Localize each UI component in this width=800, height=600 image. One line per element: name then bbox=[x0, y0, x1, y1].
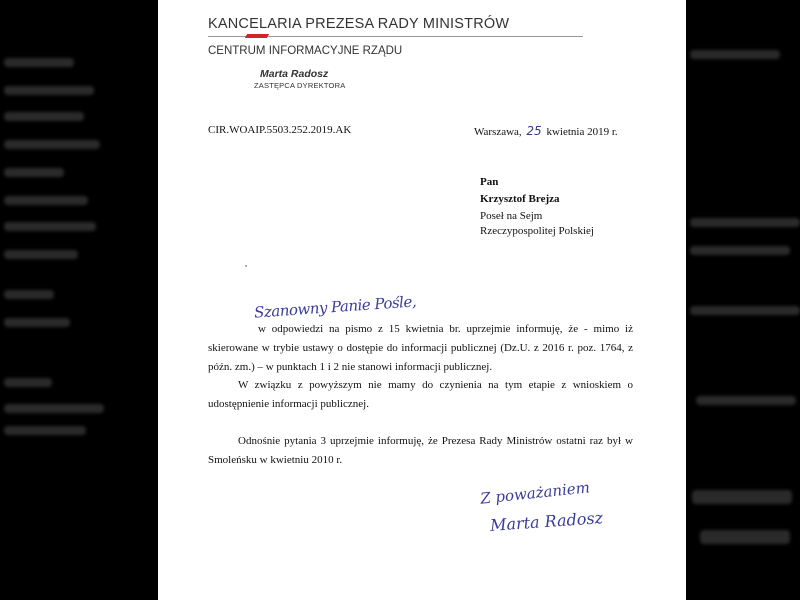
bg-blur-line bbox=[690, 218, 800, 227]
bg-blur-line bbox=[4, 140, 100, 149]
handwritten-salutation: Szanowny Panie Pośle, bbox=[253, 292, 417, 322]
header-signatory-role: ZASTĘPCA DYREKTORA bbox=[254, 81, 346, 90]
background-left-strip bbox=[0, 0, 158, 600]
recipient-line1: Poseł na Sejm bbox=[480, 210, 543, 222]
bg-blur-line bbox=[4, 426, 86, 435]
bg-blur-line bbox=[4, 404, 104, 413]
bg-blur-line bbox=[4, 112, 84, 121]
reference-number: CIR.WOAIP.5503.252.2019.AK bbox=[208, 124, 352, 136]
bg-blur-line bbox=[690, 246, 790, 255]
bg-blur-line bbox=[696, 396, 796, 405]
bg-blur-line bbox=[690, 306, 800, 315]
letter-page bbox=[158, 0, 686, 600]
institution-subtitle: CENTRUM INFORMACYJNE RZĄDU bbox=[208, 45, 403, 57]
bg-blur-line bbox=[692, 490, 792, 504]
bg-blur-line bbox=[4, 378, 52, 387]
paragraph-2: W związku z powyższym nie mamy do czynienia na tym etapie z wnioskiem o udostępnienie informacji publicznej. bbox=[208, 379, 633, 410]
date-day-handwritten: 25 bbox=[526, 124, 542, 138]
background-right-strip bbox=[686, 0, 800, 600]
red-accent-mark bbox=[245, 34, 269, 38]
recipient-line2: Rzeczypospolitej Polskiej bbox=[480, 225, 594, 237]
bg-blur-line bbox=[4, 250, 78, 259]
stray-mark bbox=[245, 265, 247, 267]
date-prefix: Warszawa, bbox=[474, 126, 522, 138]
recipient-name: Krzysztof Brejza bbox=[480, 193, 560, 205]
date-suffix: kwietnia 2019 r. bbox=[546, 126, 618, 138]
letter-date bbox=[474, 124, 618, 138]
bg-blur-line bbox=[4, 318, 70, 327]
bg-blur-line bbox=[4, 168, 64, 177]
bg-blur-line bbox=[4, 86, 94, 95]
paragraph-3: Odnośnie pytania 3 uprzejmie informuję, że Prezesa Rady Ministrów ostatni raz był w Smoleńsku w kwietniu 2010 r. bbox=[208, 435, 633, 466]
handwritten-signature: Marta Radosz bbox=[489, 508, 604, 535]
paragraph-1: w odpowiedzi na pismo z 15 kwietnia br. uprzejmie informuję, że - mimo iż skierowane w trybie ustawy o dostępie do informacji publicznej (Dz.U. z 2016 r. poz. 1764, z późn. zm.) – w punktach 1 i 2 nie stanowi informacji publicznej. bbox=[208, 323, 633, 373]
recipient-title: Pan bbox=[480, 176, 499, 188]
bg-blur-line bbox=[4, 196, 88, 205]
bg-blur-line bbox=[4, 290, 54, 299]
institution-title: KANCELARIA PREZESA RADY MINISTRÓW bbox=[208, 16, 510, 32]
bg-blur-line bbox=[690, 50, 780, 59]
bg-blur-line bbox=[4, 222, 96, 231]
handwritten-closing: Z poważaniem bbox=[479, 478, 591, 508]
bg-blur-line bbox=[700, 530, 790, 544]
header-signatory-name: Marta Radosz bbox=[260, 68, 329, 80]
bg-blur-line bbox=[4, 58, 74, 67]
